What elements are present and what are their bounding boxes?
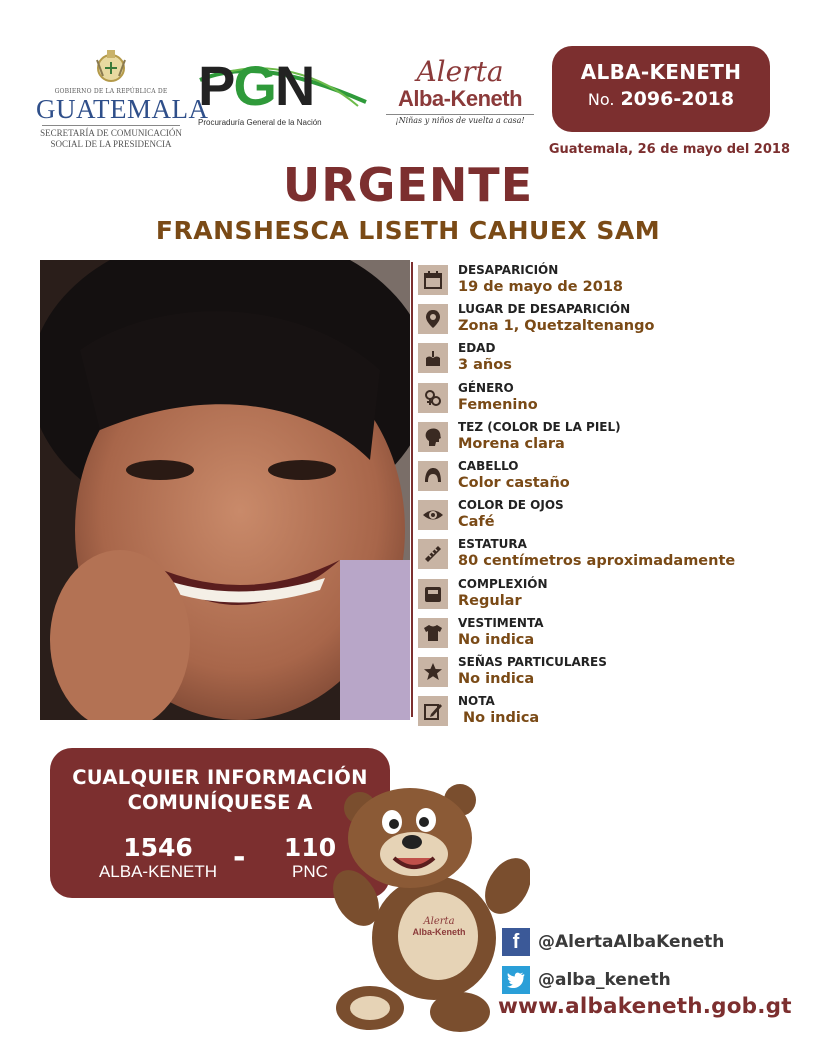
calendar-icon [418,265,448,295]
details-divider [411,262,413,717]
case-no-label: No. [587,90,615,109]
detail-label: TEZ (COLOR DE LA PIEL) [458,419,621,434]
eye-icon [418,500,448,530]
star-icon [418,657,448,687]
twitter-handle: @alba_keneth [538,970,671,990]
issue-date: Guatemala, 26 de mayo del 2018 [548,142,790,157]
case-number: 2096-2018 [620,88,735,110]
detail-clothing [418,615,788,654]
gov-big-text: GUATEMALA [36,94,209,124]
detail-marks [418,654,788,693]
detail-gender [418,380,788,419]
detail-value: Morena clara [458,435,565,452]
detail-note [418,693,788,732]
head-profile-icon [418,422,448,452]
edit-note-icon [418,696,448,726]
detail-value: No indica [458,631,535,648]
location-pin-icon [418,304,448,334]
tshirt-icon [418,618,448,648]
detail-label: ESTATURA [458,537,527,552]
case-number-box [552,46,770,132]
detail-age [418,340,788,379]
case-title: ALBA-KENETH [580,60,742,84]
hotline-label: PNC [292,862,328,881]
coat-of-arms-icon [89,46,133,86]
detail-value: Femenino [458,396,538,413]
detail-value: 80 centímetros aproximadamente [458,553,736,570]
detail-eyes [418,497,788,536]
detail-value: 19 de mayo de 2018 [458,279,624,295]
bear-badge [408,916,470,937]
guatemala-government-logo [36,46,209,156]
alerta-name-text: Alba-Keneth [397,86,523,111]
detail-value: Regular [458,592,522,609]
facebook-row[interactable] [502,928,724,956]
detail-label: COMPLEXIÓN [458,576,548,591]
missing-person-photo [40,260,410,720]
hotline-number: 110 [283,833,337,862]
website-link[interactable]: www.albakeneth.gob.gt [498,994,792,1019]
contact-line-2: COMUNÍQUESE A [127,791,313,814]
detail-height [418,536,788,575]
divider [42,125,180,126]
alerta-script-text: Alerta [416,55,504,88]
hair-icon [418,461,448,491]
bear-badge-name: Alba-Keneth [412,927,466,937]
detail-label: SEÑAS PARTICULARES [458,654,607,669]
missing-person-name: FRANSHESCA LISETH CAHUEX SAM [155,216,661,245]
hotline-label: ALBA-KENETH [98,862,218,881]
facebook-icon: f [502,928,530,956]
details-list [418,262,788,732]
ruler-icon [418,539,448,569]
alerta-alba-keneth-logo [386,55,534,134]
detail-hair [418,458,788,497]
bear-badge-script: Alerta [423,916,455,927]
twitter-row[interactable] [502,966,671,994]
detail-label: DESAPARICIÓN [458,263,559,277]
pgn-logo [198,56,368,140]
pgn-letters: PGN [198,54,314,117]
detail-skin [418,419,788,458]
facebook-handle: @AlertaAlbaKeneth [538,932,725,952]
contact-line-1: CUALQUIER INFORMACIÓN [72,766,368,789]
cake-icon [418,343,448,373]
urgent-heading: URGENTE [282,158,534,212]
detail-build [418,576,788,615]
detail-disappearance [418,262,788,301]
detail-label: CABELLO [458,458,519,473]
detail-value: 3 años [458,357,512,374]
detail-label: GÉNERO [458,380,514,395]
separator-dash: - [233,840,246,875]
detail-value: No indica [458,670,535,687]
detail-label: VESTIMENTA [458,615,544,630]
detail-label: LUGAR DE DESAPARICIÓN [458,302,631,317]
gov-sub-text-2: SOCIAL DE LA PRESIDENCIA [50,139,172,149]
alerta-tagline: ¡Niñas y niños de vuelta a casa! [386,114,534,125]
gov-sub-text-1: SECRETARÍA DE COMUNICACIÓN [40,128,182,138]
detail-label: COLOR DE OJOS [458,498,564,513]
detail-label: NOTA [458,694,495,709]
detail-label: EDAD [458,341,496,356]
detail-location [418,301,788,340]
detail-value: Café [458,514,495,531]
pgn-caption: Procuraduría General de la Nación [198,118,322,127]
detail-value: No indica [458,710,540,727]
gender-icon [418,383,448,413]
twitter-bird-icon [502,966,530,994]
scale-icon [418,579,448,609]
detail-value: Color castaño [458,474,570,491]
detail-value: Zona 1, Quetzaltenango [458,318,655,335]
hotline-alba-keneth [98,834,218,882]
gov-small-text: GOBIERNO DE LA REPÚBLICA DE [54,88,168,95]
case-number-line [552,88,770,110]
hotline-number: 1546 [123,833,193,862]
